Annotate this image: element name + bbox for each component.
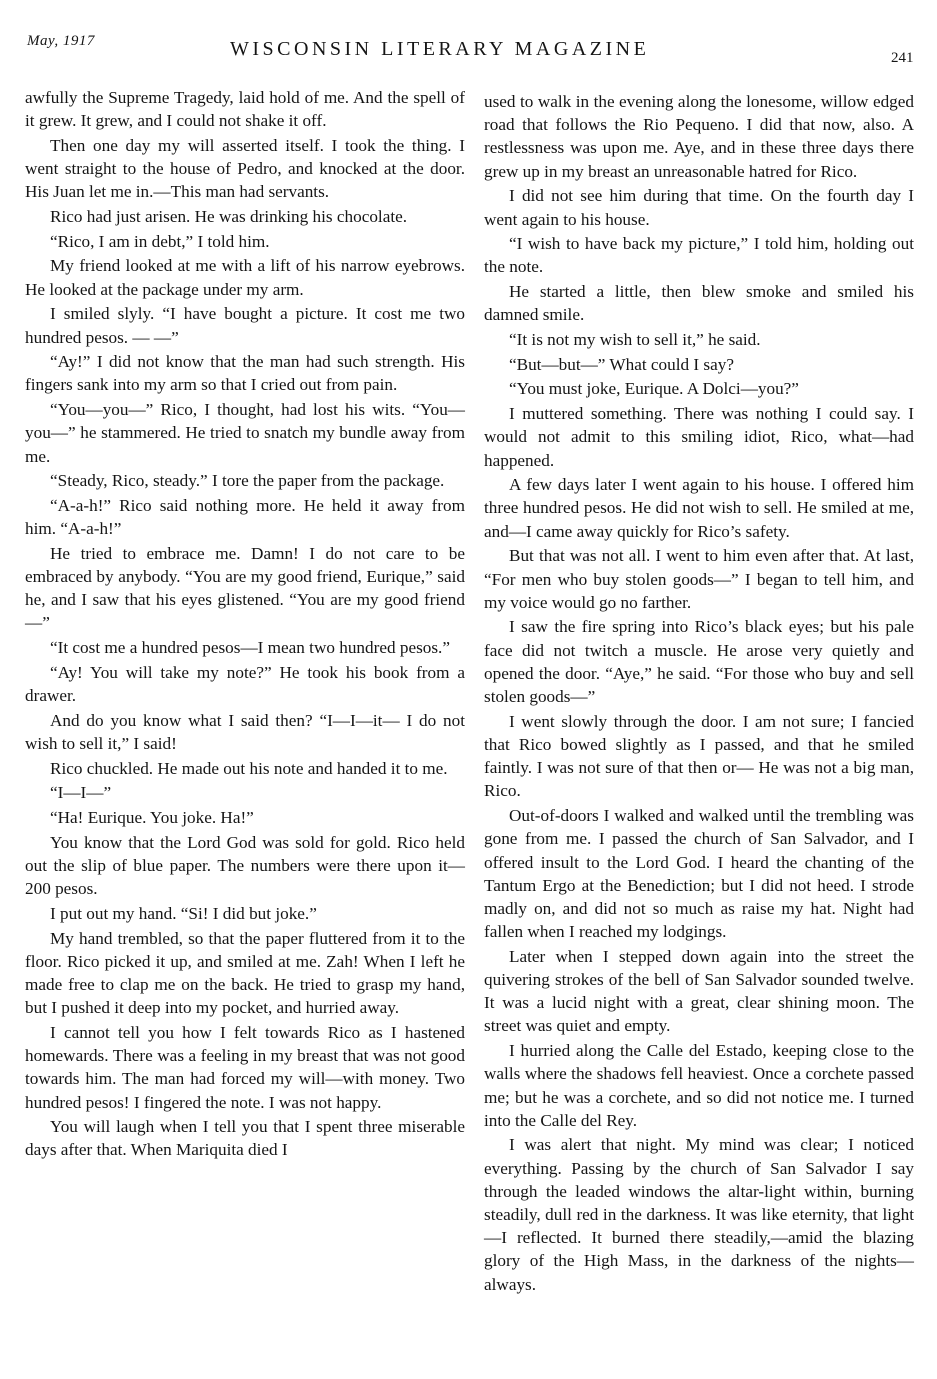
paragraph: “Steady, Rico, steady.” I tore the paper from the package. [50, 471, 445, 491]
paragraph: “Rico, I am in debt,” I told him. [50, 231, 270, 251]
paragraph: I did not see him during that time. On the fourth day I went again to his house. [484, 186, 914, 229]
right-column [484, 90, 914, 1297]
paragraph: I muttered something. There was nothing I could say. I would not admit to this smiling idiot, Rico, what—had happened. [484, 404, 914, 470]
paragraph: A few days later I went again to his house. I offered him three hundred pesos. He did not wish to sell. He smiled at me, and—I came away quickly for Rico’s safety. [484, 475, 914, 541]
paragraph: Rico chuckled. He made out his note and handed it to me. [50, 758, 448, 778]
paragraph: “It is not my wish to sell it,” he said. [509, 330, 761, 350]
paragraph: Rico had just arisen. He was drinking his chocolate. [50, 207, 408, 227]
magazine-title: WISCONSIN LITERARY MAGAZINE [230, 38, 650, 60]
paragraph: Later when I stepped down again into the street the quivering strokes of the bell of San Salvador sounded twelve. It was a lucid night with a great, clear shining moon. The street was quiet and empty. [484, 946, 914, 1036]
paragraph: I was alert that night. My mind was clear; I noticed everything. Passing by the church of San Salvador I say through the leaded windows the altar-light within, burning steadily, dull red in the darkness. It was like eternity, that light—I reflected. It burned there steadily,—amid the blazing glory of the High Mass, in the darkness of the nights—always. [484, 1135, 914, 1294]
paragraph: “You must joke, Eurique. A Dolci—you?” [509, 379, 799, 399]
paragraph: used to walk in the evening along the lonesome, willow edged road that follows the Rio Pequeno. I did that now, also. A restlessness was upon me. Aye, and in these three days there grew up in my breast an unreasonable hatred for Rico. [484, 92, 914, 181]
paragraph: “You—you—” Rico, I thought, had lost his wits. “You—you—” he stammered. He tried to snatch my bundle away from me. [25, 400, 465, 466]
paragraph: I hurried along the Calle del Estado, keeping close to the walls where the shadows fell heaviest. Once a corchete passed me; but he was a corchete, and so did not notice me. I turned into the Calle del Rey. [484, 1041, 914, 1130]
paragraph: He tried to embrace me. Damn! I do not care to be embraced by anybody. “You are my good friend, Eurique,” said he, and I saw that his eyes glistened. “You are my good friend—” [25, 543, 465, 633]
paragraph: “Ay! You will take my note?” He took his book from a drawer. [25, 662, 465, 706]
issue-date: May, 1917 [27, 33, 95, 49]
paragraph: I cannot tell you how I felt towards Rico as I hastened homewards. There was a feeling in my breast that was not good towards him. The man had forced my will—with money. Two hundred pesos! I fingered the note. I was not happy. [25, 1022, 465, 1112]
paragraph: “I wish to have back my picture,” I told him, holding out the note. [484, 234, 914, 277]
page-number: 241 [891, 50, 914, 66]
paragraph: I went slowly through the door. I am not sure; I fancied that Rico bowed slightly as I passed, and that he smiled faintly. I was not sure of that then or— He was not a big man, Rico. [484, 711, 914, 801]
paragraph: My hand trembled, so that the paper fluttered from it to the floor. Rico picked it up, and smiled at me. Zah! When I left he made free to clap me on the back. He tried to grasp my hand, but I pushed it deep into my pocket, and hurried away. [25, 928, 465, 1018]
paragraph: And do you know what I said then? “I—I—it— I do not wish to sell it,” I said! [25, 710, 465, 753]
paragraph: “It cost me a hundred pesos—I mean two hundred pesos.” [50, 638, 450, 658]
paragraph: “But—but—” What could I say? [509, 354, 734, 374]
paragraph: awfully the Supreme Tragedy, laid hold of me. And the spell of it grew. It grew, and I could not shake it off. [25, 88, 465, 131]
paragraph: But that was not all. I went to him even after that. At last, “For men who buy stolen goods—” I began to tell him, and my voice would go no farther. [484, 546, 914, 612]
paragraph: I saw the fire spring into Rico’s black eyes; but his pale face did not twitch a muscle. He arose very quietly and opened the door. “Aye,” he said. “For those who buy and sell stolen goods—” [484, 617, 914, 707]
paragraph: “I—I—” [50, 783, 112, 803]
paragraph: “A-a-h!” Rico said nothing more. He held it away from him. “A-a-h!” [25, 495, 465, 539]
paragraph: He started a little, then blew smoke and smiled his damned smile. [484, 282, 914, 325]
paragraph: You will laugh when I tell you that I spent three miserable days after that. When Mariquita died I [25, 1117, 465, 1160]
paragraph: You know that the Lord God was sold for gold. Rico held out the slip of blue paper. The numbers were there upon it—200 pesos. [25, 832, 465, 899]
paragraph: “Ha! Eurique. You joke. Ha!” [50, 808, 254, 828]
paragraph: I smiled slyly. “I have bought a picture. It cost me two hundred pesos. — —” [25, 304, 465, 347]
paragraph: Then one day my will asserted itself. I took the thing. I went straight to the house of Pedro, and knocked at the door. His Juan let me in.—This man had servants. [25, 135, 465, 202]
paragraph: “Ay!” I did not know that the man had such strength. His fingers sank into my arm so that I cried out from pain. [25, 352, 465, 395]
left-column [25, 86, 465, 1163]
paragraph: Out-of-doors I walked and walked until the trembling was gone from me. I passed the church of San Salvador, and I offered insult to the Lord God. I heard the chanting of the Tantum Ergo at the Benediction; but I did not heed. I strode madly on, and did not so much as raise my hat. Night had fallen when I reached my lodgings. [484, 806, 914, 942]
paragraph: My friend looked at me with a lift of his narrow eyebrows. He looked at the package under my arm. [25, 256, 465, 299]
paragraph: I put out my hand. “Si! I did but joke.” [50, 903, 317, 923]
